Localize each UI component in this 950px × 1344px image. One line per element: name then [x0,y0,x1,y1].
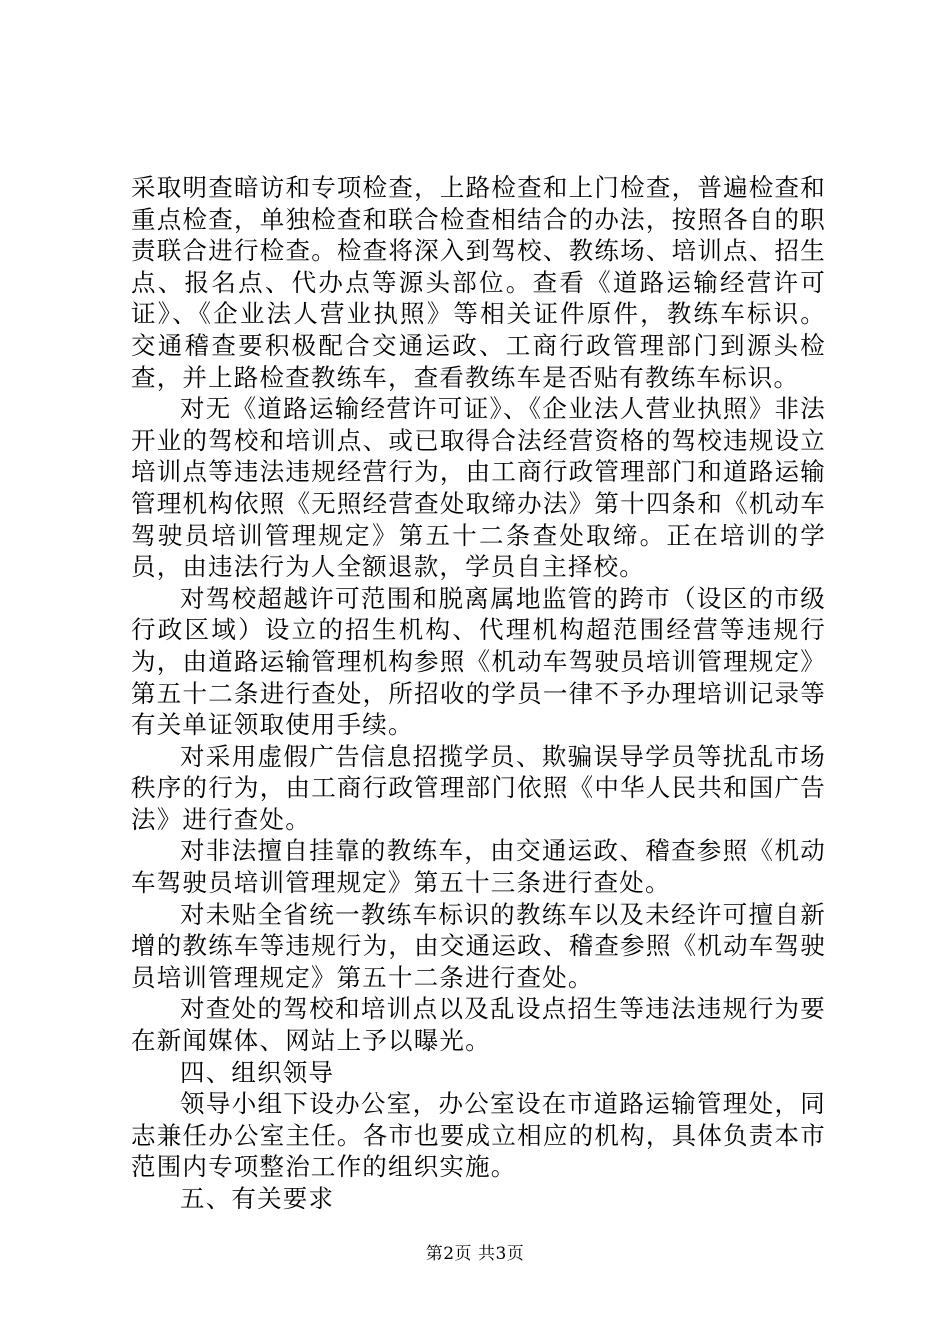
paragraph-illegal-affiliation: 对非法擅自挂靠的教练车，由交通运政、稽查参照《机动车驾驶员培训管理规定》第五十三条进行查处。 [131,836,826,898]
section-heading-organization: 四、组织领导 [180,1057,335,1087]
paragraph-unlicensed-operation: 对无《道路运输经营许可证》、《企业法人营业执照》非法开业的驾校和培训点、或已取得合法经营资格的驾校违规设立培训点等违法违规经营行为，由工商行政管理部门和道路运输管理机构依照《无照经营查处取缔办法》第十四条和《机动车驾驶员培训管理规定》第五十二条查处取缔。正在培训的学员，由违法行为人全额退款，学员自主择校。 [131,394,826,582]
paragraph-false-advertising: 对采用虚假广告信息招揽学员、欺骗误导学员等扰乱市场秩序的行为，由工商行政管理部门依照《中华人民共和国广告法》进行查处。 [131,741,826,834]
document-body [131,172,826,1215]
paragraph-unmarked-vehicles: 对未贴全省统一教练车标识的教练车以及未经许可擅自新增的教练车等违规行为，由交通运政、稽查参照《机动车驾驶员培训管理规定》第五十二条进行查处。 [131,899,826,992]
page-number-footer: 第2页 共3页 [425,1244,525,1264]
section-heading-requirements: 五、有关要求 [180,1184,335,1213]
paragraph-inspection-methods: 采取明查暗访和专项检查，上路检查和上门检查，普遍检查和重点检查，单独检查和联合检查相结合的办法，按照各自的职责联合进行检查。检查将深入到驾校、教练场、培训点、招生点、报名点、代办点等源头部位。查看《道路运输经营许可证》、《企业法人营业执照》等相关证件原件，教练车标识。交通稽查要积极配合交通运政、工商行政管理部门到源头检查，并上路检查教练车，查看教练车是否贴有教练车标识。 [131,173,826,392]
paragraph-leading-office: 领导小组下设办公室，办公室设在市道路运输管理处，同志兼任办公室主任。各市也要成立相应的机构，具体负责本市范围内专项整治工作的组织实施。 [131,1089,826,1182]
paragraph-media-exposure: 对查处的驾校和培训点以及乱设点招生等违法违规行为要在新闻媒体、网站上予以曝光。 [131,994,826,1056]
paragraph-cross-region-violation: 对驾校超越许可范围和脱离属地监管的跨市（设区的市级行政区域）设立的招生机构、代理机构超范围经营等违规行为，由道路运输管理机构参照《机动车驾驶员培训管理规定》第五十二条进行查处，所招收的学员一律不予办理培训记录等有关单证领取使用手续。 [131,583,826,740]
